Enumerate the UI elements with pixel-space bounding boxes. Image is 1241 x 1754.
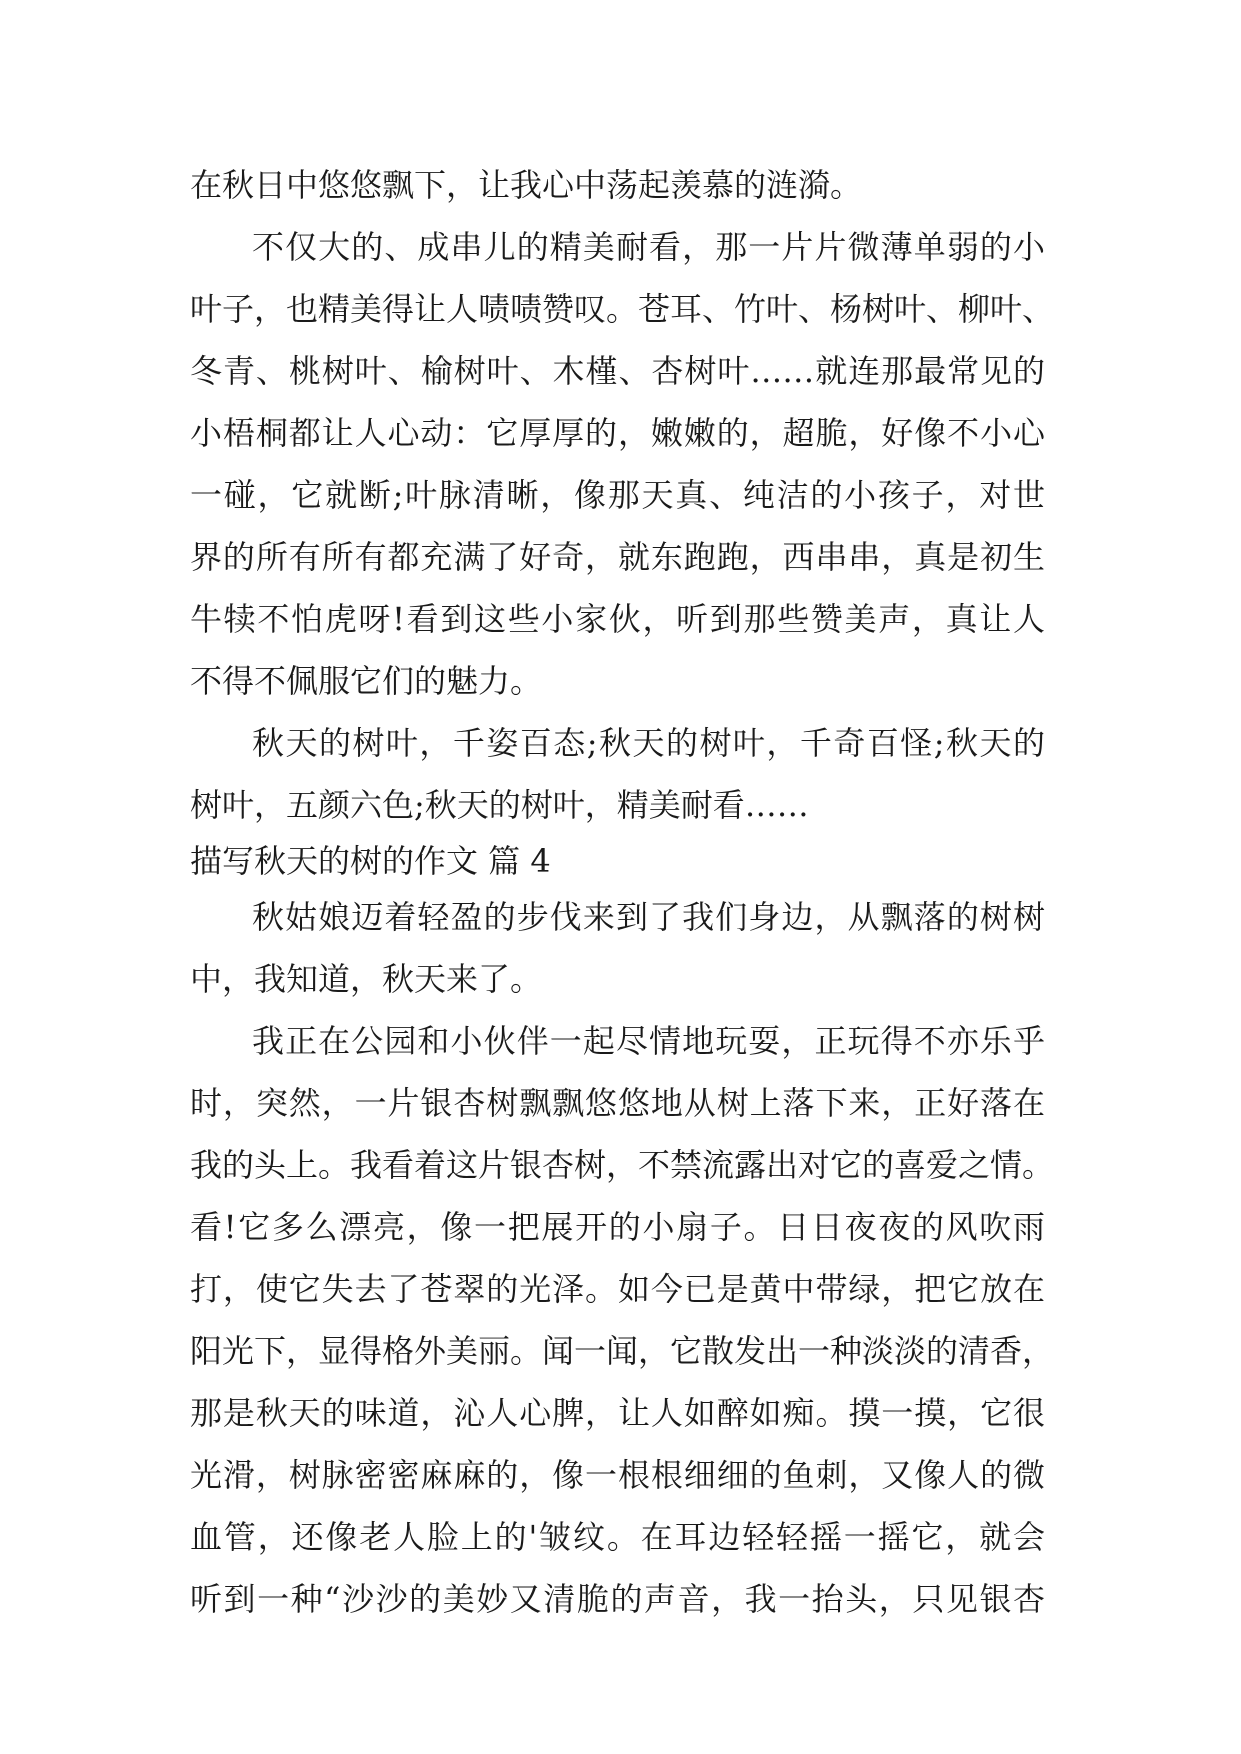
text-line <box>0 1072 1241 1134</box>
line-text: 小梧桐都让人心动：它厚厚的，嫩嫩的，超脆，好像不小心 <box>190 414 1045 452</box>
text-line <box>0 588 1241 650</box>
line-text: 打，使它失去了苍翠的光泽。如今已是黄中带绿，把它放在 <box>190 1270 1045 1308</box>
line-text: 中，我知道，秋天来了。 <box>190 960 543 998</box>
text-line <box>0 216 1241 278</box>
line-text: 听到一种“沙沙的美妙又清脆的声音，我一抬头，只见银杏 <box>190 1580 1045 1618</box>
text-line <box>0 340 1241 402</box>
line-text: 秋天的树叶，千姿百态;秋天的树叶，千奇百怪;秋天的 <box>252 724 1045 762</box>
text-line <box>0 1506 1241 1568</box>
line-text: 冬青、桃树叶、榆树叶、木槿、杏树叶……就连那最常见的 <box>190 352 1045 390</box>
text-line <box>0 1382 1241 1444</box>
text-line <box>0 1196 1241 1258</box>
line-text: 那是秋天的味道，沁人心脾，让人如醉如痴。摸一摸，它很 <box>190 1394 1045 1432</box>
line-text: 我正在公园和小伙伴一起尽情地玩耍，正玩得不亦乐乎 <box>252 1022 1045 1060</box>
text-line <box>0 948 1241 1010</box>
line-text: 看!它多么漂亮，像一把展开的小扇子。日日夜夜的风吹雨 <box>190 1208 1045 1246</box>
text-line <box>0 1258 1241 1320</box>
text-line <box>0 1010 1241 1072</box>
heading-text: 描写秋天的树的作文 篇 4 <box>190 842 551 880</box>
text-line <box>0 402 1241 464</box>
text-line <box>0 464 1241 526</box>
line-text: 秋姑娘迈着轻盈的步伐来到了我们身边，从飘落的树树 <box>252 898 1045 936</box>
line-text: 一碰，它就断;叶脉清晰，像那天真、纯洁的小孩子，对世 <box>190 476 1045 514</box>
text-line <box>0 1320 1241 1382</box>
text-line <box>0 278 1241 340</box>
line-text: 界的所有所有都充满了好奇，就东跑跑，西串串，真是初生 <box>190 538 1045 576</box>
line-text: 血管，还像老人脸上的'皱纹。在耳边轻轻摇一摇它，就会 <box>190 1518 1045 1556</box>
line-text: 叶子，也精美得让人啧啧赞叹。苍耳、竹叶、杨树叶、柳叶、 <box>190 290 1055 328</box>
text-line <box>0 650 1241 712</box>
text-line <box>0 774 1241 836</box>
line-text: 牛犊不怕虎呀!看到这些小家伙，听到那些赞美声，真让人 <box>190 600 1045 638</box>
text-line <box>0 154 1241 216</box>
text-line <box>0 886 1241 948</box>
line-text: 不得不佩服它们的魅力。 <box>190 662 543 700</box>
text-line <box>0 526 1241 588</box>
section-heading <box>0 830 1241 892</box>
text-line <box>0 1568 1241 1630</box>
line-text: 光滑，树脉密密麻麻的，像一根根细细的鱼刺，又像人的微 <box>190 1456 1045 1494</box>
line-text: 不仅大的、成串儿的精美耐看，那一片片微薄单弱的小 <box>252 228 1045 266</box>
text-line <box>0 712 1241 774</box>
text-line <box>0 1444 1241 1506</box>
line-text: 在秋日中悠悠飘下，让我心中荡起羡慕的涟漪。 <box>190 166 863 204</box>
line-text: 我的头上。我看着这片银杏树，不禁流露出对它的喜爱之情。 <box>190 1146 1055 1184</box>
line-text: 树叶，五颜六色;秋天的树叶，精美耐看…… <box>190 786 809 824</box>
line-text: 阳光下，显得格外美丽。闻一闻，它散发出一种淡淡的清香， <box>190 1332 1055 1370</box>
text-line <box>0 1134 1241 1196</box>
line-text: 时，突然，一片银杏树飘飘悠悠地从树上落下来，正好落在 <box>190 1084 1045 1122</box>
